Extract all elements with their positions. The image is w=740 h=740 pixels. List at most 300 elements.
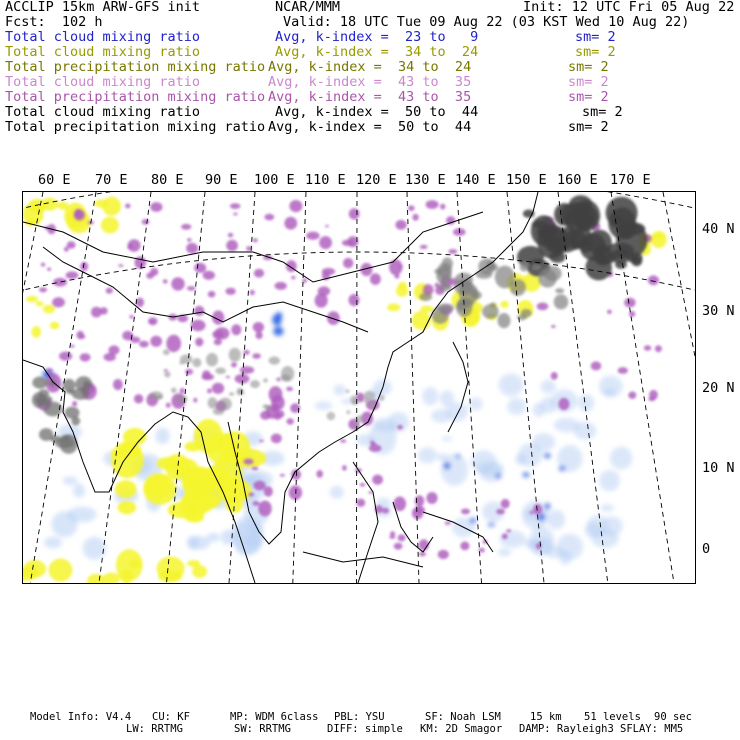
upper-cloud-patch: [32, 377, 47, 389]
high-cloud-patch: [289, 200, 302, 212]
upper-cloud-patch: [262, 404, 269, 408]
low-cloud-patch: [488, 523, 495, 527]
low-cloud-patch: [471, 450, 497, 473]
high-cloud-patch: [426, 492, 437, 504]
high-cloud-patch: [195, 338, 203, 347]
high-cloud-patch: [186, 243, 198, 254]
high-cloud-patch: [163, 279, 168, 283]
high-cloud-patch: [558, 398, 569, 410]
low-cloud-patch: [604, 388, 615, 396]
upper-cloud-patch: [215, 368, 226, 375]
low-cloud-patch: [273, 327, 283, 336]
upper-cloud-patch: [61, 435, 70, 441]
high-cloud-patch: [171, 277, 184, 290]
high-cloud-patch: [166, 335, 181, 352]
valid-time: Valid: 18 UTC Tue 09 Aug 22 (03 KST Wed 10 Aug 22): [283, 14, 690, 30]
high-cloud-patch: [39, 287, 47, 292]
high-cloud-patch: [59, 352, 72, 361]
upper-cloud-patch: [32, 392, 46, 408]
mid-cloud-patch: [396, 285, 408, 297]
high-cloud-patch: [289, 485, 302, 500]
high-cloud-patch: [194, 263, 206, 273]
legend-avg: Avg, k-index = 34 to 24: [275, 44, 479, 60]
longitude-line: [663, 192, 695, 583]
high-cloud-patch: [226, 240, 238, 251]
high-cloud-patch: [113, 379, 123, 390]
legend-row: [5, 105, 735, 120]
legend-smoothing: sm= 2: [568, 59, 609, 75]
high-cloud-patch: [187, 286, 196, 291]
longitude-label: 120 E: [356, 172, 397, 188]
high-cloud-patch: [420, 245, 428, 249]
high-cloud-patch: [628, 392, 636, 399]
high-cloud-patch: [360, 483, 366, 487]
legend-row: [5, 30, 735, 45]
upper-cloud-patch: [554, 294, 569, 309]
map-canvas: [23, 192, 695, 583]
legend-smoothing: sm= 2: [575, 44, 616, 60]
high-cloud-patch: [349, 294, 360, 306]
longitude-label: 100 E: [254, 172, 295, 188]
header-row-2: [5, 15, 735, 30]
low-cloud-patch: [187, 536, 199, 550]
mid-cloud-patch: [143, 473, 176, 504]
low-cloud-patch: [83, 537, 106, 560]
high-cloud-patch: [607, 310, 612, 314]
low-cloud-patch: [559, 550, 572, 565]
upper-cloud-patch: [364, 391, 376, 400]
low-cloud-patch: [444, 462, 451, 469]
high-cloud-patch: [230, 203, 241, 209]
high-cloud-patch: [253, 481, 265, 491]
low-cloud-patch: [599, 470, 620, 491]
upper-cloud-patch: [524, 263, 530, 268]
high-cloud-patch: [356, 499, 365, 507]
low-cloud-patch: [610, 447, 632, 470]
low-cloud-patch: [496, 473, 501, 479]
low-cloud-patch: [544, 453, 551, 458]
high-cloud-patch: [340, 439, 346, 442]
mid-cloud-patch: [157, 556, 185, 581]
longitude-label: 160 E: [557, 172, 598, 188]
high-cloud-patch: [408, 205, 415, 211]
high-cloud-patch: [275, 282, 287, 290]
high-cloud-patch: [316, 470, 323, 478]
longitude-label: 70 E: [95, 172, 128, 188]
model-info-item: PBL: YSU: [334, 711, 385, 723]
high-cloud-patch: [212, 383, 224, 394]
low-cloud-patch: [518, 444, 542, 467]
high-cloud-patch: [591, 361, 602, 370]
high-cloud-patch: [231, 362, 237, 367]
high-cloud-patch: [274, 413, 281, 420]
high-cloud-patch: [106, 288, 113, 294]
high-cloud-patch: [128, 239, 141, 252]
upper-cloud-layer: [32, 195, 648, 454]
low-cloud-patch: [422, 387, 438, 405]
high-cloud-patch: [185, 369, 193, 375]
high-cloud-patch: [100, 307, 108, 314]
high-cloud-patch: [64, 247, 69, 252]
legend-avg: Avg, k-index = 43 to 35: [268, 89, 472, 105]
high-cloud-patch: [260, 411, 271, 420]
low-cloud-patch: [554, 418, 580, 432]
high-cloud-patch: [166, 403, 171, 408]
model-info-item: SW: RRTMG: [234, 723, 291, 735]
high-cloud-patch: [649, 390, 658, 400]
high-cloud-patch: [187, 238, 191, 242]
mid-cloud-patch: [87, 574, 105, 583]
high-cloud-patch: [395, 220, 406, 230]
mid-cloud-patch: [102, 197, 121, 216]
upper-cloud-patch: [471, 291, 482, 299]
legend-smoothing: sm= 2: [568, 74, 609, 90]
upper-cloud-patch: [346, 410, 350, 414]
high-cloud-patch: [370, 273, 381, 285]
upper-cloud-patch: [482, 304, 499, 319]
high-cloud-patch: [440, 204, 445, 210]
upper-cloud-patch: [486, 263, 499, 271]
high-cloud-patch: [72, 401, 77, 407]
legend-field: Total cloud mixing ratio: [5, 104, 201, 120]
low-cloud-patch: [231, 517, 263, 554]
high-cloud-patch: [80, 353, 91, 361]
upper-cloud-patch: [565, 208, 593, 232]
upper-cloud-patch: [192, 358, 201, 367]
high-cloud-patch: [448, 249, 457, 254]
high-cloud-patch: [286, 387, 293, 391]
high-cloud-patch: [397, 425, 403, 430]
upper-cloud-patch: [532, 263, 541, 269]
high-cloud-patch: [139, 341, 149, 348]
upper-cloud-patch: [39, 428, 53, 441]
high-cloud-patch: [136, 298, 144, 308]
upper-cloud-patch: [571, 240, 581, 250]
upper-cloud-patch: [229, 392, 234, 395]
mid-cloud-patch: [185, 513, 204, 523]
low-cloud-patch: [441, 454, 468, 486]
upper-cloud-patch: [72, 388, 90, 399]
upper-cloud-patch: [538, 269, 556, 287]
latitude-label: 10 N: [702, 460, 735, 476]
mid-cloud-patch: [26, 296, 38, 302]
legend-avg: Avg, k-index = 43 to 35: [268, 74, 472, 90]
high-cloud-patch: [254, 269, 264, 278]
high-cloud-patch: [438, 550, 449, 559]
high-cloud-patch: [52, 297, 65, 307]
high-cloud-patch: [256, 331, 263, 339]
high-cloud-patch: [629, 311, 635, 317]
legend-row: [5, 90, 735, 105]
legend-row: [5, 60, 735, 75]
high-cloud-patch: [372, 475, 383, 485]
legend-smoothing: sm= 2: [582, 104, 623, 120]
forecast-map: [22, 191, 696, 584]
high-cloud-patch: [248, 493, 254, 497]
upper-cloud-patch: [179, 362, 183, 365]
high-cloud-patch: [150, 320, 154, 324]
high-cloud-patch: [291, 276, 295, 279]
upper-cloud-patch: [517, 315, 527, 321]
longitude-label: 140 E: [455, 172, 496, 188]
mid-cloud-patch: [157, 457, 179, 470]
low-cloud-patch: [388, 412, 409, 432]
mid-cloud-patch: [101, 217, 119, 234]
upper-cloud-patch: [281, 366, 294, 382]
upper-cloud-patch: [327, 412, 336, 421]
legend-field: Total cloud mixing ratio: [5, 74, 201, 90]
longitude-line: [167, 192, 206, 583]
longitude-label: 90 E: [205, 172, 238, 188]
high-cloud-patch: [41, 263, 45, 267]
high-cloud-patch: [194, 306, 204, 316]
low-cloud-patch: [559, 466, 566, 471]
legend-avg: Avg, k-index = 34 to 24: [268, 59, 472, 75]
upper-cloud-patch: [171, 388, 177, 394]
high-cloud-patch: [253, 322, 264, 332]
high-cloud-patch: [142, 219, 150, 225]
legend-smoothing: sm= 2: [568, 89, 609, 105]
upper-cloud-patch: [164, 371, 170, 377]
high-cloud-patch: [271, 434, 282, 444]
low-cloud-patch: [507, 398, 526, 415]
upper-cloud-patch: [580, 233, 606, 261]
model-info-item: CU: KF: [152, 711, 190, 723]
low-cloud-patch: [276, 312, 282, 318]
upper-cloud-patch: [156, 395, 163, 399]
high-cloud-patch: [394, 543, 403, 550]
high-cloud-patch: [134, 394, 143, 403]
low-cloud-patch: [456, 454, 460, 458]
longitude-line: [407, 192, 419, 583]
upper-cloud-patch: [555, 288, 564, 293]
low-cloud-patch: [440, 390, 454, 406]
high-cloud-patch: [264, 486, 273, 497]
longitude-label: 80 E: [151, 172, 184, 188]
mid-cloud-patch: [500, 301, 508, 308]
low-cloud-patch: [544, 503, 550, 510]
low-cloud-patch: [418, 447, 437, 463]
high-cloud-patch: [225, 288, 235, 295]
high-cloud-patch: [180, 388, 185, 394]
mid-cloud-patch: [120, 569, 133, 583]
high-cloud-patch: [240, 366, 255, 374]
mid-cloud-patch: [194, 419, 223, 453]
low-cloud-patch: [523, 472, 530, 477]
high-cloud-patch: [264, 214, 274, 221]
upper-cloud-patch: [163, 349, 170, 355]
upper-cloud-patch: [498, 313, 511, 328]
high-cloud-patch: [233, 213, 237, 216]
high-cloud-patch: [530, 511, 534, 514]
low-cloud-patch: [67, 507, 97, 523]
high-cloud-patch: [258, 501, 272, 517]
legend-row: [5, 120, 735, 135]
high-cloud-patch: [181, 224, 191, 230]
low-cloud-patch: [44, 537, 62, 549]
upper-cloud-patch: [229, 348, 241, 362]
mid-cloud-patch: [103, 573, 121, 583]
upper-cloud-patch: [523, 210, 535, 218]
mid-cloud-patch: [118, 501, 137, 514]
mid-cloud-patch: [192, 565, 207, 578]
upper-cloud-patch: [250, 380, 260, 388]
high-cloud-patch: [259, 440, 264, 442]
high-cloud-patch: [284, 217, 297, 230]
high-cloud-patch: [150, 268, 158, 276]
high-cloud-patch: [460, 542, 469, 551]
high-cloud-patch: [226, 376, 230, 378]
high-cloud-patch: [287, 418, 294, 424]
legend-avg: Avg, k-index = 50 to 44: [275, 104, 479, 120]
high-cloud-patch: [129, 315, 134, 318]
high-cloud-patch: [618, 367, 628, 374]
longitude-label: 130 E: [405, 172, 446, 188]
mid-cloud-patch: [115, 480, 137, 498]
low-cloud-patch: [315, 401, 332, 410]
legend-smoothing: sm= 2: [575, 29, 616, 45]
high-cloud-patch: [349, 208, 360, 219]
high-cloud-patch: [252, 353, 261, 359]
high-cloud-patch: [250, 290, 255, 295]
high-cloud-patch: [193, 398, 197, 403]
high-cloud-patch: [412, 507, 423, 519]
upper-cloud-patch: [439, 283, 452, 291]
high-cloud-patch: [66, 271, 79, 279]
upper-cloud-patch: [490, 303, 496, 307]
low-cloud-patch: [498, 548, 511, 556]
upper-cloud-patch: [213, 408, 224, 415]
high-cloud-patch: [327, 311, 340, 325]
low-cloud-patch: [533, 403, 545, 417]
low-cloud-patch: [63, 477, 78, 485]
high-cloud-patch: [280, 474, 285, 477]
header-row-1: [5, 0, 735, 15]
upper-cloud-patch: [548, 238, 572, 251]
high-cloud-patch: [342, 465, 347, 471]
high-cloud-patch: [382, 508, 389, 514]
center-label: NCAR/MMM: [275, 0, 341, 15]
high-cloud-patch: [306, 232, 319, 240]
mid-cloud-patch: [412, 311, 431, 330]
high-cloud-patch: [215, 327, 230, 339]
high-cloud-patch: [369, 444, 382, 452]
upper-cloud-patch: [345, 390, 349, 393]
mid-cloud-patch: [129, 560, 142, 568]
mid-cloud-patch: [111, 441, 144, 478]
mid-cloud-patch: [49, 559, 73, 582]
init-time: Init: 12 UTC Fri 05 Aug 22: [523, 0, 735, 15]
upper-cloud-patch: [208, 397, 218, 408]
high-cloud-patch: [74, 209, 82, 219]
upper-cloud-patch: [83, 381, 89, 386]
longitude-label: 150 E: [506, 172, 547, 188]
high-cloud-patch: [150, 202, 162, 212]
high-cloud-patch: [53, 278, 67, 287]
legend-avg: Avg, k-index = 50 to 44: [268, 119, 472, 135]
low-cloud-patch: [541, 380, 556, 394]
legend-field: Total precipitation mixing ratio: [5, 59, 266, 75]
legend-avg: Avg, k-index = 23 to 9: [275, 29, 479, 45]
high-cloud-patch: [214, 339, 222, 345]
upper-cloud-patch: [549, 251, 565, 263]
high-cloud-patch: [191, 320, 206, 331]
low-cloud-patch: [578, 394, 594, 412]
high-cloud-patch: [252, 467, 259, 470]
legend-field: Total precipitation mixing ratio: [5, 119, 266, 135]
longitude-label: 170 E: [610, 172, 651, 188]
high-cloud-patch: [551, 372, 558, 380]
model-title: ACCLIP 15km ARW-GFS init: [5, 0, 201, 15]
upper-cloud-patch: [206, 353, 218, 367]
high-cloud-patch: [202, 374, 215, 380]
model-info-item: 15 km: [530, 711, 562, 723]
legend-field: Total cloud mixing ratio: [5, 29, 201, 45]
high-cloud-patch: [398, 534, 406, 541]
upper-cloud-patch: [510, 279, 526, 296]
model-info-item: SF: Noah LSM: [425, 711, 501, 723]
upper-cloud-patch: [175, 395, 187, 402]
high-cloud-patch: [551, 325, 556, 328]
high-cloud-patch: [390, 531, 395, 536]
high-cloud-patch: [325, 225, 329, 227]
high-cloud-patch: [655, 345, 662, 352]
high-cloud-patch: [125, 204, 131, 209]
high-cloud-patch: [501, 499, 510, 509]
high-cloud-patch: [271, 395, 285, 410]
low-cloud-patch: [73, 484, 85, 498]
latitude-label: 0: [702, 541, 711, 557]
legend-row: [5, 75, 735, 90]
model-info-item: DAMP: Rayleigh3: [519, 723, 614, 735]
high-cloud-patch: [624, 298, 635, 308]
low-cloud-patch: [442, 436, 452, 441]
low-cloud-patch: [330, 486, 344, 499]
upper-cloud-patch: [379, 395, 384, 401]
model-info-item: KM: 2D Smagor: [420, 723, 503, 735]
mid-cloud-patch: [31, 326, 41, 338]
high-cloud-patch: [77, 331, 84, 340]
high-cloud-patch: [426, 200, 439, 209]
high-cloud-patch: [644, 345, 652, 350]
low-cloud-patch: [431, 409, 452, 423]
upper-cloud-patch: [65, 407, 80, 419]
upper-cloud-patch: [613, 215, 623, 224]
mid-cloud-patch: [387, 304, 400, 312]
mid-cloud-patch: [190, 477, 213, 489]
upper-cloud-patch: [269, 357, 280, 365]
low-cloud-patch: [469, 518, 476, 523]
high-cloud-patch: [207, 389, 212, 394]
longitude-line: [293, 192, 306, 583]
high-cloud-patch: [533, 504, 542, 515]
high-cloud-patch: [445, 522, 451, 525]
high-cloud-patch: [412, 214, 418, 221]
upper-cloud-patch: [437, 263, 452, 278]
high-cloud-patch: [648, 275, 659, 285]
high-cloud-patch: [506, 529, 511, 532]
legend-field: Total precipitation mixing ratio: [5, 89, 266, 105]
high-cloud-patch: [496, 509, 505, 515]
legend-smoothing: sm= 2: [568, 119, 609, 135]
model-info-item: DIFF: simple: [327, 723, 403, 735]
high-cloud-patch: [315, 293, 328, 307]
high-cloud-patch: [203, 271, 215, 280]
high-cloud-patch: [253, 501, 260, 506]
model-info-item: SFLAY: MM5: [620, 723, 684, 735]
high-cloud-patch: [244, 459, 254, 465]
longitude-line: [99, 192, 151, 583]
